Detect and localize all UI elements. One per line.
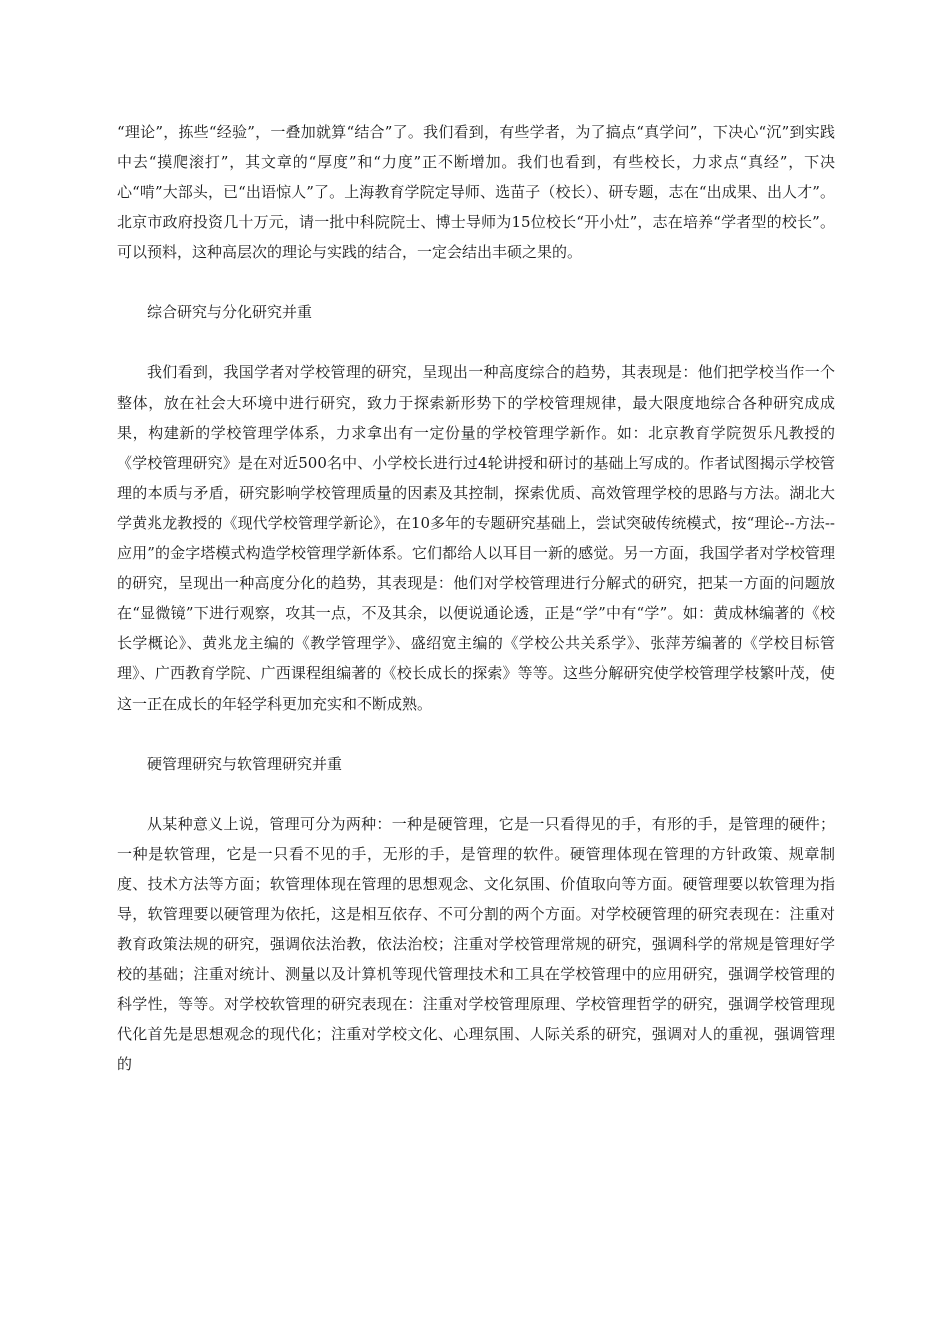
paragraph-theory-practice: “理论”，拣些“经验”，一叠加就算“结合”了。我们看到，有些学者，为了搞点“真学问”，下决心“沉”到实践中去“摸爬滚打”，其文章的“厚度”和“力度”正不断增加。我们也看到，有些校长，力求点“真经”，下决心“啃”大部头，已“出语惊人”了。上海教育学院定导师、选苗子（校长）、研专题，志在“出成果、出人才”。北京市政府投资几十万元，请一批中科院院士、博士导师为15位校长“开小灶”，志在培养“学者型的校长”。可以预料，这种高层次的理论与实践的结合，一定会结出丰硕之果的。 [117, 123, 835, 262]
paragraph-hard-soft-management: 从某种意义上说，管理可分为两种：一种是硬管理，它是一只看得见的手，有形的手，是管理的硬件；一种是软管理，它是一只看不见的手，无形的手，是管理的软件。硬管理体现在管理的方针政策、规章制度、技术方法等方面；软管理体现在管理的思想观念、文化氛围、价值取向等方面。硬管理要以软管理为指导，软管理要以硬管理为依托，这是相互依存、不可分割的两个方面。对学校硬管理的研究表现在：注重对教育政策法规的研究，强调依法治教，依法治校；注重对学校管理常规的研究，强调科学的常规是管理好学校的基础；注重对统计、测量以及计算机等现代管理技术和工具在学校管理中的应用研究，强调学校管理的科学性，等等。对学校软管理的研究表现在：注重对学校管理原理、学校管理哲学的研究，强调学校管理现代化首先是思想观念的现代化；注重对学校文化、心理氛围、人际关系的研究，强调对人的重视，强调管理的 [117, 814, 835, 1074]
paragraph-gap [117, 267, 835, 297]
paragraph-gap [117, 779, 835, 809]
paragraph-gap [117, 719, 835, 749]
section-heading-hard-soft-management: 硬管理研究与软管理研究并重 [147, 754, 343, 773]
paragraph-gap [117, 327, 835, 357]
paragraph-comprehensive-research: 我们看到，我国学者对学校管理的研究，呈现出一种高度综合的趋势，其表现是：他们把学校当作一个整体，放在社会大环境中进行研究，致力于探索新形势下的学校管理规律，最大限度地综合各种研究成成果，构建新的学校管理学体系，力求拿出有一定份量的学校管理学新作。如：北京教育学院贺乐凡教授的《学校管理研究》是在对近500名中、小学校长进行过4轮讲授和研讨的基础上写成的。作者试图揭示学校管理的本质与矛盾，研究影响学校管理质量的因素及其控制，探索优质、高效管理学校的思路与方法。湖北大学黄兆龙教授的《现代学校管理学新论》，在10多年的专题研究基础上，尝试突破传统模式，按“理论--方法--应用”的金字塔模式构造学校管理学新体系。它们都给人以耳目一新的感觉。另一方面，我国学者对学校管理的研究，呈现出一种高度分化的趋势，其表现是：他们对学校管理进行分解式的研究，把某一方面的问题放在“显微镜”下进行观察，攻其一点，不及其余，以便说通论透，正是“学”中有“学”。如：黄成林编著的《校长学概论》、黄兆龙主编的《教学管理学》、盛绍宽主编的《学校公共关系学》、张萍芳编著的《学校目标管理》、广西教育学院、广西课程组编著的《校长成长的探索》等等。这些分解研究使学校管理学枝繁叶茂，使这一正在成长的年轻学科更加充实和不断成熟。 [117, 363, 835, 713]
document-page [117, 117, 835, 1079]
section-heading-comprehensive-research: 综合研究与分化研究并重 [147, 303, 313, 322]
